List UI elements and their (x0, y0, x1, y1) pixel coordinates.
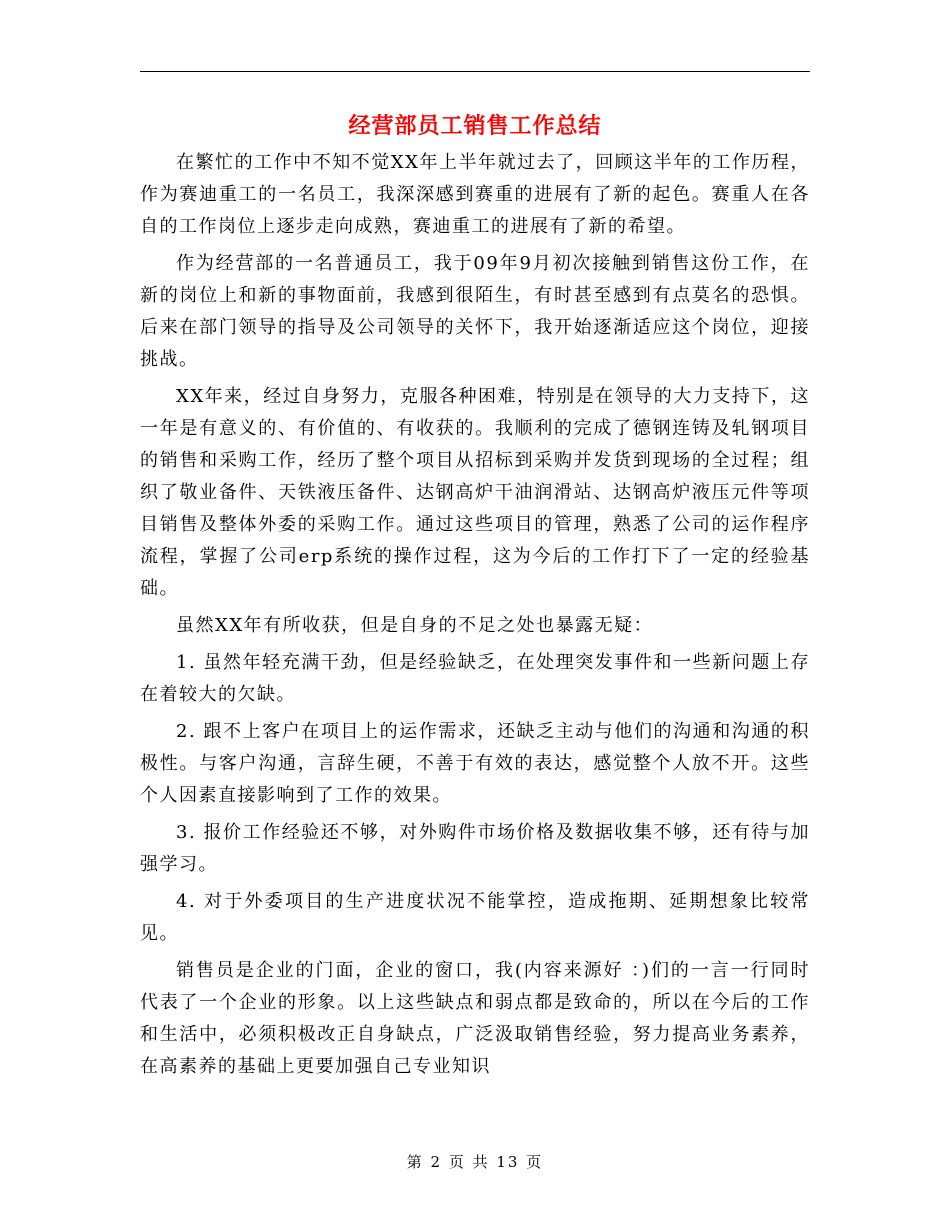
paragraph-achievements: XX年来，经过自身努力，克服各种困难，特别是在领导的大力支持下，这一年是有意义的、有价值的、有收获的。我顺利的完成了德钢连铸及轧钢项目的销售和采购工作，经历了整个项目从招标到采购并发货到现场的全过程；组织了敬业备件、天铁液压备件、达钢高炉干油润滑站、达钢高炉液压元件等项目销售及整体外委的采购工作。通过这些项目的管理，熟悉了公司的运作程序流程，掌握了公司erp系统的操作过程，这为今后的工作打下了一定的经验基础。 (140, 386, 810, 599)
document-title: 经营部员工销售工作总结 (348, 113, 602, 139)
paragraph-shortcomings-intro: 虽然XX年有所收获，但是自身的不足之处也暴露无疑： (176, 615, 654, 636)
paragraph-role: 作为经营部的一名普通员工，我于09年9月初次接触到销售这份工作，在新的岗位上和新的事物面前，我感到很陌生，有时甚至感到有点莫名的恐惧。后来在部门领导的指导及公司领导的关怀下，我开始逐渐适应这个岗位，迎接挑战。 (140, 253, 810, 370)
list-item-shortcoming-4: 4. 对于外委项目的生产进度状况不能掌控，造成拖期、延期想象比较常见。 (140, 891, 810, 944)
page-number-footer: 第 2 页 共 13 页 (406, 1153, 544, 1171)
header-rule (140, 71, 810, 72)
list-item-shortcoming-3: 3. 报价工作经验还不够，对外购件市场价格及数据收集不够，还有待与加强学习。 (140, 822, 810, 875)
paragraph-intro: 在繁忙的工作中不知不觉XX年上半年就过去了，回顾这半年的工作历程，作为赛迪重工的一名员工，我深深感到赛重的进展有了新的起色。赛重人在各自的工作岗位上逐步走向成熟，赛迪重工的进展有了新的希望。 (140, 152, 810, 237)
list-item-shortcoming-2: 2. 跟不上客户在项目上的运作需求，还缺乏主动与他们的沟通和沟通的积极性。与客户沟通，言辞生硬，不善于有效的表达，感觉整个人放不开。这些个人因素直接影响到了工作的效果。 (140, 721, 810, 806)
list-item-shortcoming-1: 1. 虽然年轻充满干劲，但是经验缺乏，在处理突发事件和一些新问题上存在着较大的欠缺。 (140, 652, 810, 705)
document-body (140, 147, 810, 1088)
paragraph-conclusion: 销售员是企业的门面，企业的窗口，我(内容来源好 ：)们的一言一行同时代表了一个企业的形象。以上这些缺点和弱点都是致命的，所以在今后的工作和生活中，必须积极改正自身缺点，广泛汲取销售经验，努力提高业务素养，在高素养的基础上更要加强自己专业知识 (140, 960, 810, 1077)
